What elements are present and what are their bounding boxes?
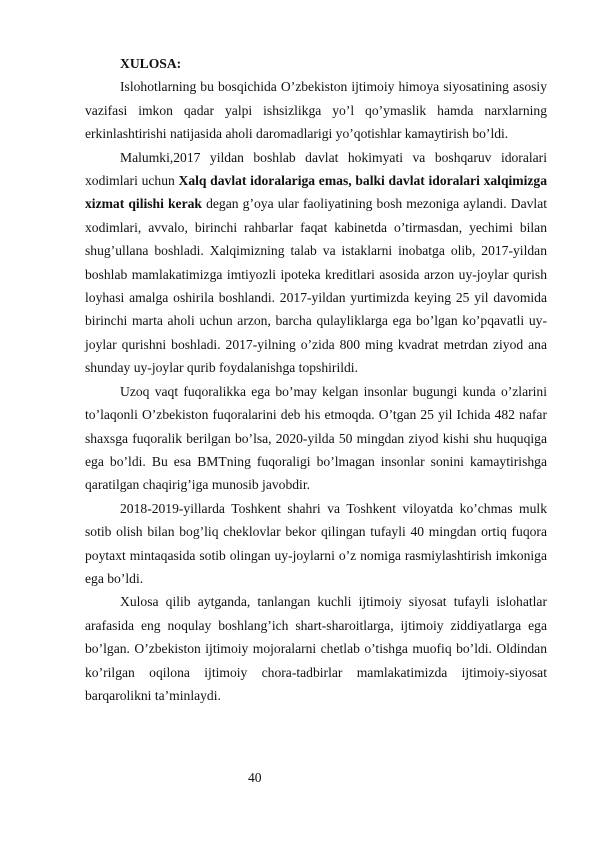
document-page [85,52,547,707]
paragraph-2-start: Malumki,2017 yildan boshlab davlat hokimyati va boshqaruv idoralari xodimlari uchun [85,149,547,189]
paragraph-5: Xulosa qilib aytganda, tanlangan kuchli ijtimoiy siyosat tufayli islohatlar arafasida eng noqulay boshlang’ich shart-sharoitlarga, ijtimoiy ziddiyatlarga ega bo’lgan. O’zbekiston ijtimoiy mojoralarni chetlab o’tishga muofiq bo’ldi. Oldindan ko’rilgan oqilona ijtimoiy chora-tadbirlar mamlakatimizda ijtimoiy-siyosat barqarolikni ta’minlaydi. [85,594,547,703]
paragraph-1: Islohotlarning bu bosqichida O’zbekiston ijtimoiy himoya siyosatining asosiy vazifasi imkon qadar yalpi ishsizlikga yo’l qo’ymaslik hamda narxlarning erkinlashtirishi natijasida aholi daromadlarigi yo’qotishlar kamaytirish bo’ldi. [85,79,547,142]
paragraph-2 [85,146,547,380]
page-number: 40 [248,770,262,785]
paragraph-2-bold-quote: Xalq davlat idoralariga emas, balki davlat idoralari xalqimizga xizmat qilishi kerak [85,173,548,212]
paragraph-3: Uzoq vaqt fuqoralikka ega bo’may kelgan insonlar bugungi kunda o’zlarini to’laqonli O’zbekiston fuqoralarini deb his etmoqda. O’tgan 25 yil Ichida 482 nafar shaxsga fuqoralik berilgan bo’lsa, 2020-yilda 50 mingdan ziyod kishi shu huquqiga ega bo’ldi. Bu esa BMTning fuqoraligi bo’lmagan insonlar sonini kamaytirishga qaratilgan chaqirig’iga munosib javobdir. [85,383,547,493]
section-heading: XULOSA: [120,56,182,71]
paragraph-2-end: degan g’oya ular faoliyatining bosh mezoniga aylandi. Davlat xodimlari, avvalo, birinchi rahbarlar faqat kabinetda o’tirmasdan, yechimi bilan shug’ullana boshladi. Xalqimizning talab va istaklarni inobatga olib, 2017-yildan boshlab mamlakatimizga imtiyozli ipoteka kreditlari asosida arzon uy-joylar qurish loyhasi amalga oshirila boshlandi. 2017-yildan yurtimizda keying 25 yil davomida birinchi marta aholi uchun arzon, barcha qulayliklarga ega bo’lgan ko’pqavatli uy-joylar qurishni boshladi. 2017-yilning o’zida 800 ming kvadrat metrdan ziyod ana shunday uy-joylar qurib foydalanishga topshirildi. [85,196,548,376]
paragraph-4: 2018-2019-yillarda Toshkent shahri va Toshkent viloyatda ko’chmas mulk sotib olish bilan bog’liq cheklovlar bekor qilingan tufayli 40 mingdan ortiq fuqora poytaxt mintaqasida sotib olingan uy-joylarni o’z nomiga rasmiylashtirish imkoniga ega bo’ldi. [85,500,547,586]
